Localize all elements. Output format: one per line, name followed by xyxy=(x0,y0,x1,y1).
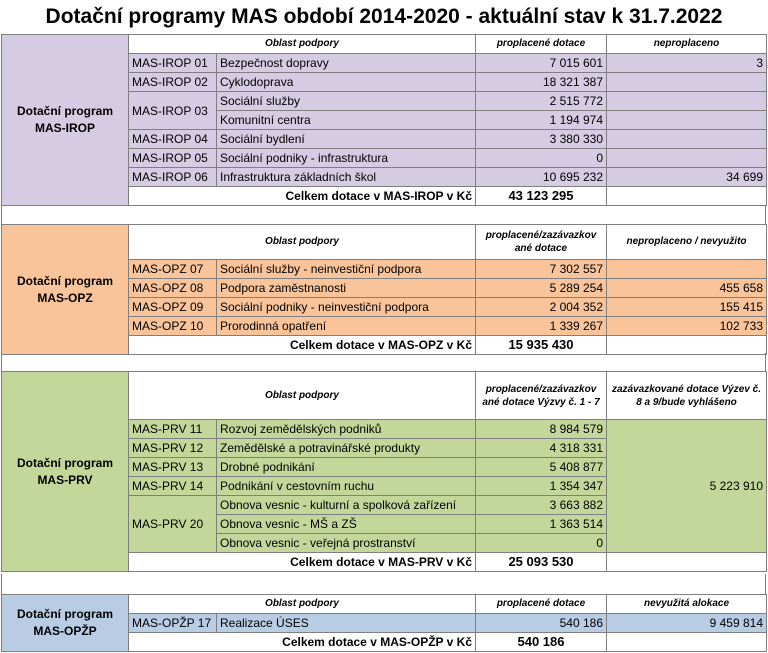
row-area: Obnova vesnic - veřejná prostranství xyxy=(217,534,476,553)
row-area: Obnova vesnic - kulturní a spolková zařízení xyxy=(217,496,476,515)
total-value: 43 123 295 xyxy=(476,187,607,206)
row-code: MAS-PRV 20 xyxy=(129,496,217,553)
header-paid: proplacené/zazávazkov ané dotace xyxy=(476,225,607,260)
row-unpaid xyxy=(607,92,767,111)
empty-cell xyxy=(607,187,767,206)
row-code: MAS-IROP 04 xyxy=(129,130,217,149)
total-label: Celkem dotace v MAS-OPZ v Kč xyxy=(129,336,476,355)
empty-cell xyxy=(607,553,767,572)
row-code: MAS-OPZ 08 xyxy=(129,279,217,298)
row-unpaid: 455 658 xyxy=(607,279,767,298)
row-area: Zemědělské a potravinářské produkty xyxy=(217,439,476,458)
row-unpaid xyxy=(607,149,767,168)
opz-table xyxy=(1,224,767,355)
section-gap xyxy=(1,206,766,224)
row-paid: 2 515 772 xyxy=(476,92,607,111)
page-title: Dotační programy MAS období 2014-2020 - aktuální stav k 31.7.2022 xyxy=(45,5,723,28)
row-paid: 10 695 232 xyxy=(476,168,607,187)
row-paid: 540 186 xyxy=(476,614,607,633)
program-name-opz: Dotační program MAS-OPZ xyxy=(2,225,129,355)
program-name-irop: Dotační program MAS-IROP xyxy=(2,35,129,206)
row-paid: 1 339 267 xyxy=(476,317,607,336)
row-unpaid: 34 699 xyxy=(607,168,767,187)
row-area: Prorodinná opatření xyxy=(217,317,476,336)
row-paid: 8 984 579 xyxy=(476,420,607,439)
total-value: 540 186 xyxy=(476,633,607,652)
row-paid: 3 380 330 xyxy=(476,130,607,149)
total-label: Celkem dotace v MAS-IROP v Kč xyxy=(129,187,476,206)
row-code: MAS-IROP 02 xyxy=(129,73,217,92)
empty-cell xyxy=(607,633,767,652)
total-value: 25 093 530 xyxy=(476,553,607,572)
row-area: Cyklodoprava xyxy=(217,73,476,92)
program-name-prv: Dotační program MAS-PRV xyxy=(2,372,129,572)
row-code: MAS-PRV 12 xyxy=(129,439,217,458)
row-paid: 0 xyxy=(476,149,607,168)
header-unpaid: nevyužitá alokace xyxy=(607,595,767,614)
section-gap xyxy=(1,574,766,594)
row-paid: 1 354 347 xyxy=(476,477,607,496)
header-paid: proplacené dotace xyxy=(476,35,607,54)
row-paid: 2 004 352 xyxy=(476,298,607,317)
header-paid: proplacené/zazávazkov ané dotace Výzvy č. 1 - 7 xyxy=(476,372,607,420)
row-paid: 4 318 331 xyxy=(476,439,607,458)
row-code: MAS-IROP 03 xyxy=(129,92,217,130)
row-code: MAS-OPZ 07 xyxy=(129,260,217,279)
row-paid: 0 xyxy=(476,534,607,553)
empty-cell xyxy=(607,336,767,355)
opzp-table xyxy=(1,594,767,652)
header-area: Oblast podpory xyxy=(129,372,476,420)
row-area: Sociální podniky - neinvestiční podpora xyxy=(217,298,476,317)
header-unpaid: neproplaceno / nevyužito xyxy=(607,225,767,260)
row-code: MAS-PRV 14 xyxy=(129,477,217,496)
irop-table xyxy=(1,34,767,206)
row-paid: 1 194 974 xyxy=(476,111,607,130)
row-area: Komunitní centra xyxy=(217,111,476,130)
total-value: 15 935 430 xyxy=(476,336,607,355)
header-area: Oblast podpory xyxy=(129,35,476,54)
row-unpaid: 102 733 xyxy=(607,317,767,336)
row-area: Rozvoj zemědělských podniků xyxy=(217,420,476,439)
row-unpaid xyxy=(607,260,767,279)
row-unpaid xyxy=(607,111,767,130)
header-area: Oblast podpory xyxy=(129,595,476,614)
prv-table xyxy=(1,371,767,572)
row-area: Drobné podnikání xyxy=(217,458,476,477)
row-paid: 18 321 387 xyxy=(476,73,607,92)
row-area: Realizace ÚSES xyxy=(217,614,476,633)
row-paid: 7 302 557 xyxy=(476,260,607,279)
row-unpaid xyxy=(607,73,767,92)
row-code: MAS-IROP 06 xyxy=(129,168,217,187)
row-paid: 3 663 882 xyxy=(476,496,607,515)
row-paid: 1 363 514 xyxy=(476,515,607,534)
row-area: Infrastruktura základních škol xyxy=(217,168,476,187)
row-area: Sociální podniky - infrastruktura xyxy=(217,149,476,168)
row-code: MAS-IROP 01 xyxy=(129,54,217,73)
row-code: MAS-IROP 05 xyxy=(129,149,217,168)
row-area: Sociální bydlení xyxy=(217,130,476,149)
row-code: MAS-OPZ 09 xyxy=(129,298,217,317)
header-unpaid: zazávazkované dotace Výzev č. 8 a 9/bude vyhlášeno xyxy=(607,372,767,420)
row-unpaid: 9 459 814 xyxy=(607,614,767,633)
row-area: Sociální služby xyxy=(217,92,476,111)
section-gap xyxy=(1,353,766,371)
total-label: Celkem dotace v MAS-OPŽP v Kč xyxy=(129,633,476,652)
row-code: MAS-OPŽP 17 xyxy=(129,614,217,633)
header-area: Oblast podpory xyxy=(129,225,476,260)
row-area: Sociální služby - neinvestiční podpora xyxy=(217,260,476,279)
header-unpaid: neproplaceno xyxy=(607,35,767,54)
row-code: MAS-OPZ 10 xyxy=(129,317,217,336)
row-area: Podnikání v cestovním ruchu xyxy=(217,477,476,496)
row-code: MAS-PRV 13 xyxy=(129,458,217,477)
row-unpaid: 155 415 xyxy=(607,298,767,317)
row-area: Podpora zaměstnanosti xyxy=(217,279,476,298)
row-unpaid xyxy=(607,130,767,149)
header-paid: proplacené dotace xyxy=(476,595,607,614)
merged-unpaid: 5 223 910 xyxy=(607,420,767,553)
row-paid: 5 289 254 xyxy=(476,279,607,298)
total-label: Celkem dotace v MAS-PRV v Kč xyxy=(129,553,476,572)
row-paid: 5 408 877 xyxy=(476,458,607,477)
row-unpaid: 3 xyxy=(607,54,767,73)
row-area: Obnova vesnic - MŠ a ZŠ xyxy=(217,515,476,534)
program-name-opzp: Dotační program MAS-OPŽP xyxy=(2,595,129,652)
row-area: Bezpečnost dopravy xyxy=(217,54,476,73)
row-paid: 7 015 601 xyxy=(476,54,607,73)
row-code: MAS-PRV 11 xyxy=(129,420,217,439)
